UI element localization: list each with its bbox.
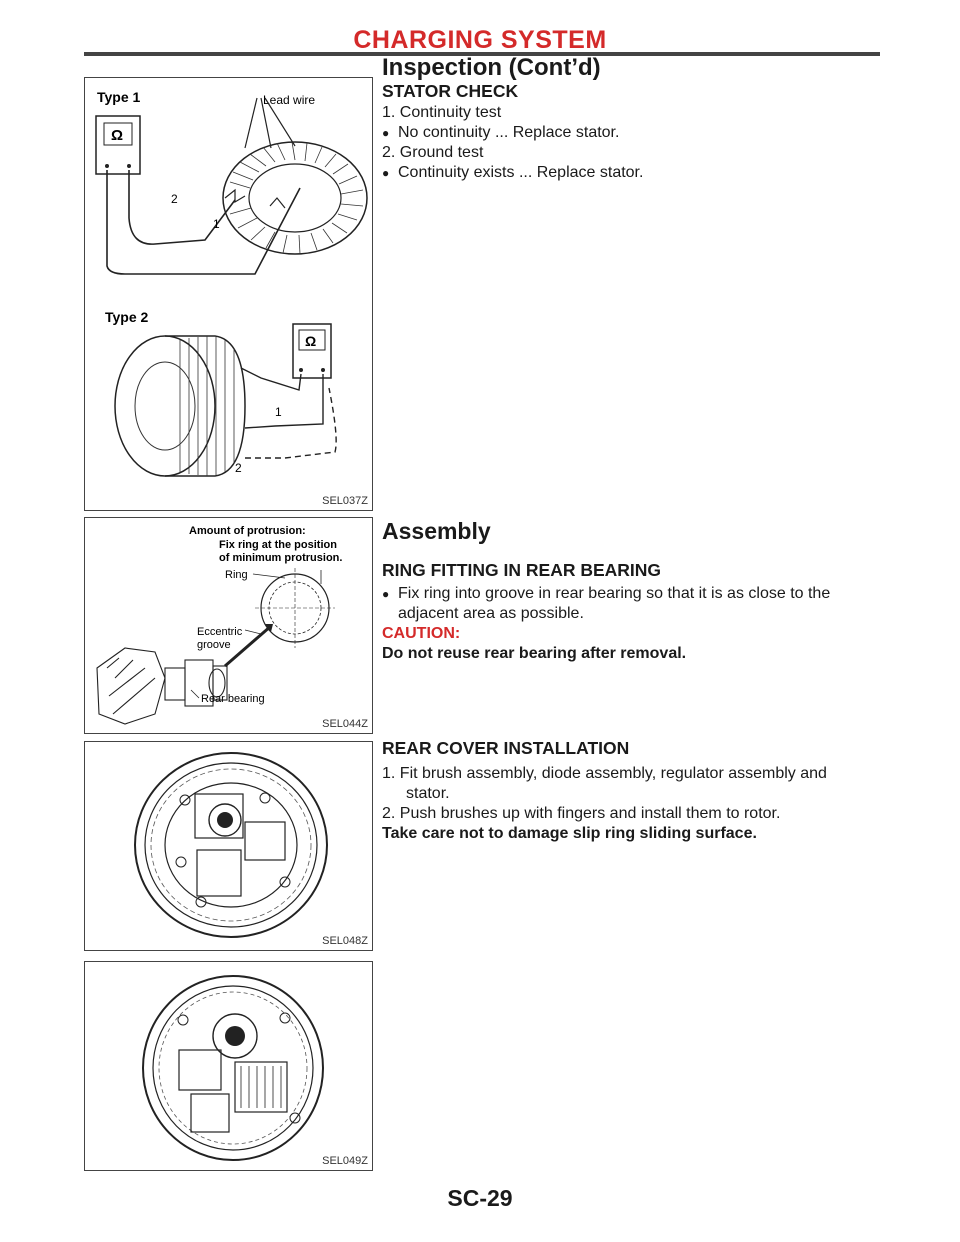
no-continuity-bullet [382, 123, 882, 143]
ohm-symbol-1: Ω [111, 127, 124, 144]
assembly-heading: Assembly [382, 518, 491, 544]
fix-ring-line1: Fix ring at the position [219, 539, 337, 551]
figure-code: SEL049Z [322, 1155, 368, 1167]
continuity-test-item: 1. Continuity test [382, 104, 502, 121]
probe-1-label-type2: 1 [275, 405, 282, 419]
figure-code: SEL048Z [322, 935, 368, 947]
ohm-symbol-2: Ω [305, 333, 317, 349]
ground-test-item: 2. Ground test [382, 144, 484, 161]
figure-stator-check [84, 77, 373, 511]
continuity-exists-bullet [382, 163, 882, 183]
rear-cover-section [382, 738, 882, 844]
rear-cover-step1-line2: stator. [406, 785, 450, 802]
ring-fitting-heading: RING FITTING IN REAR BEARING [382, 560, 662, 580]
figure-rear-cover-2 [84, 961, 373, 1171]
type2-label: Type 2 [105, 309, 149, 325]
stator-check-heading: STATOR CHECK [382, 81, 519, 101]
figure-ring-fitting [84, 517, 373, 734]
stator-check-section [382, 81, 882, 183]
amount-protrusion-label: Amount of protrusion: [189, 525, 306, 537]
rear-cover-heading: REAR COVER INSTALLATION [382, 738, 630, 758]
rear-bearing-label: Rear bearing [201, 693, 265, 705]
assembly-section [382, 518, 882, 664]
ring-label: Ring [225, 569, 248, 581]
ring-fitting-bullet [382, 584, 882, 624]
rear-cover-illustration-2 [85, 962, 374, 1172]
page-subtitle: Inspection (Cont’d) [382, 54, 601, 81]
continuity-exists-text: Continuity exists ... Replace stator. [398, 164, 644, 181]
rear-cover-step1-line1: 1. Fit brush assembly, diode assembly, regulator assembly and [382, 765, 827, 782]
rear-cover-illustration-1 [85, 742, 374, 952]
probe-2-label-type2: 2 [235, 461, 242, 475]
probe-2-label-type1: 2 [171, 192, 178, 206]
section-title: CHARGING SYSTEM [353, 26, 607, 54]
no-continuity-text: No continuity ... Replace stator. [398, 124, 620, 141]
page-number: SC-29 [447, 1185, 513, 1211]
ring-fitting-line2: adjacent area as possible. [398, 605, 584, 622]
figure-code: SEL037Z [322, 495, 368, 507]
fix-ring-line2: of minimum protrusion. [219, 552, 343, 564]
eccentric-label-line1: Eccentric [197, 626, 243, 638]
rear-cover-note: Take care not to damage slip ring sliding surface. [382, 825, 757, 842]
caution-text: Do not reuse rear bearing after removal. [382, 645, 687, 662]
figure-rear-cover-1 [84, 741, 373, 951]
ring-fitting-line1: Fix ring into groove in rear bearing so that it is as close to the [398, 585, 831, 602]
type1-label: Type 1 [97, 89, 141, 105]
caution-label: CAUTION: [382, 625, 461, 642]
figure-code: SEL044Z [322, 718, 368, 730]
probe-1-label-type1: 1 [213, 217, 220, 231]
lead-wire-label: Lead wire [263, 93, 316, 107]
bullet-icon: ● [382, 587, 390, 601]
ring-fitting-illustration [85, 518, 374, 735]
bullet-icon: ● [382, 166, 390, 180]
eccentric-label-line2: groove [197, 639, 231, 651]
bullet-icon: ● [382, 126, 390, 140]
rear-cover-step2: 2. Push brushes up with fingers and install them to rotor. [382, 805, 781, 822]
stator-check-illustration [85, 78, 374, 512]
